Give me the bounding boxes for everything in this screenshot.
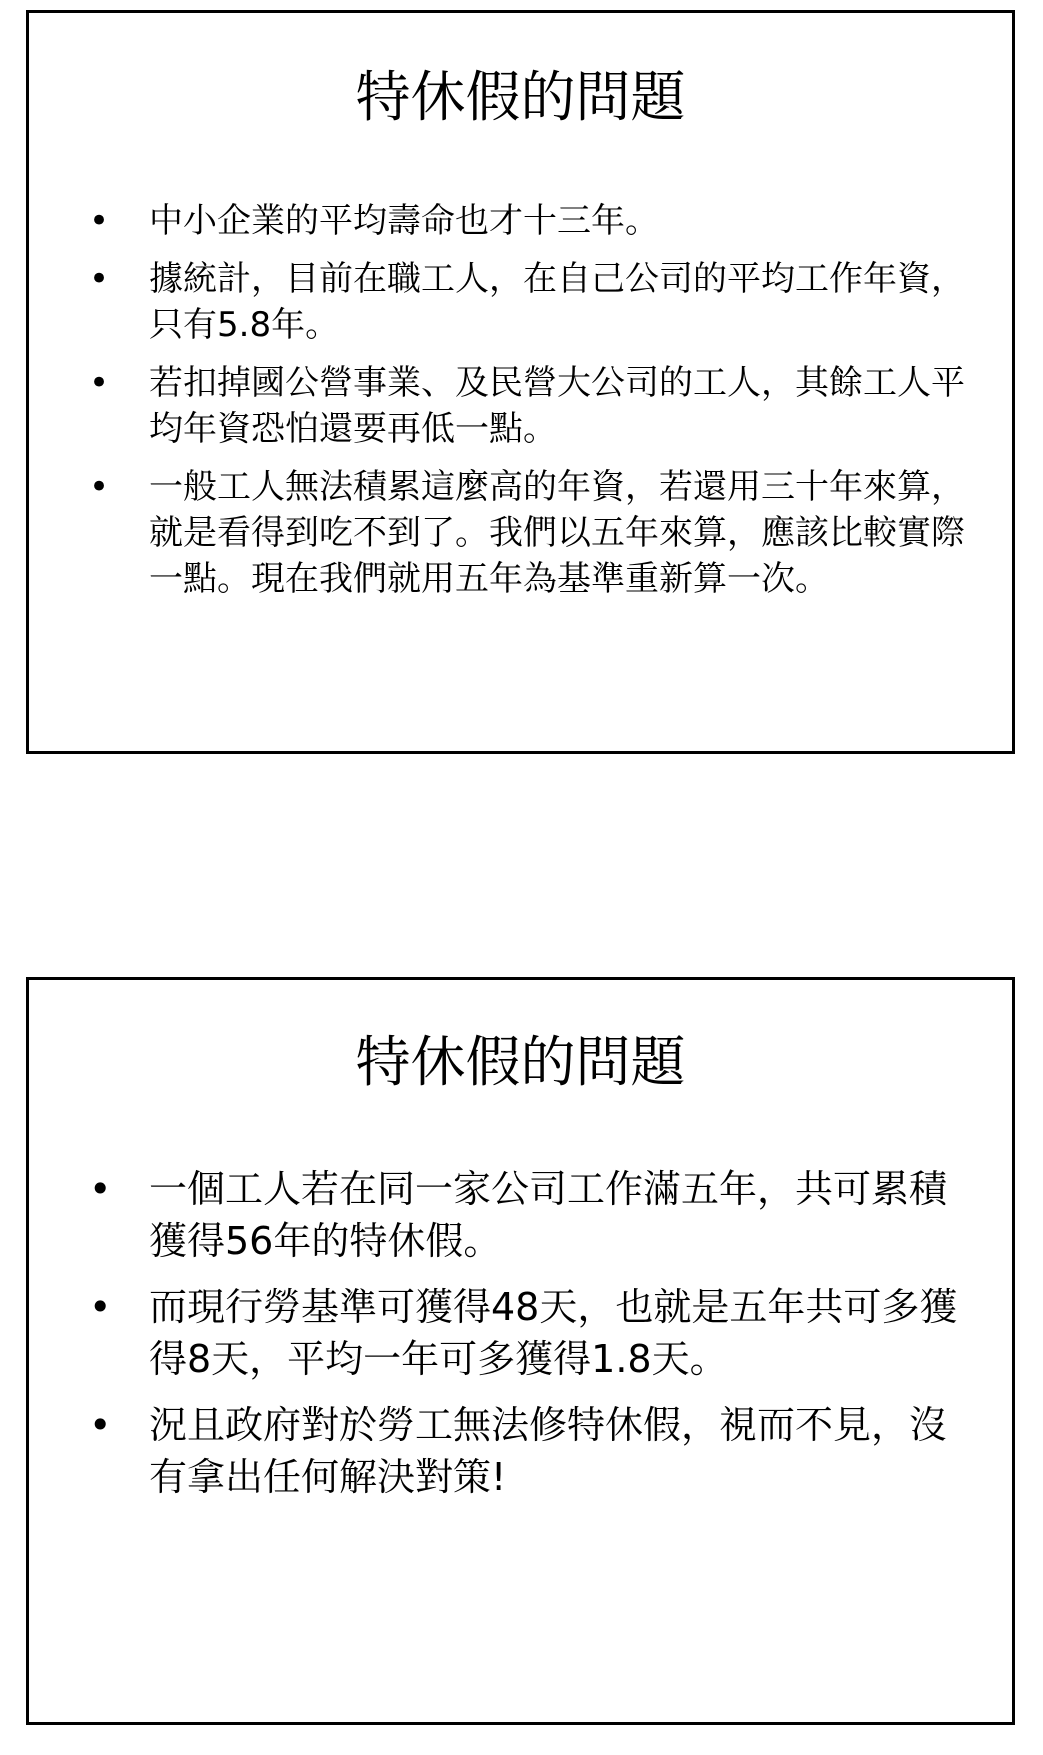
bullet-item: [89, 360, 969, 452]
bullet-item: [89, 464, 969, 602]
bullet-text: 而現行勞基準可獲得48天，也就是五年共可多獲得8天，平均一年可多獲得1.8天。: [149, 1285, 958, 1381]
slide-1: [26, 10, 1015, 754]
bullet-icon: •: [89, 201, 110, 241]
bullet-text: 況且政府對於勞工無法修特休假，視而不見，沒有拿出任何解決對策!: [149, 1403, 948, 1499]
bullet-icon: •: [89, 363, 110, 403]
bullet-icon: •: [89, 259, 110, 299]
bullet-icon: •: [89, 1167, 112, 1211]
bullet-item: [89, 1399, 969, 1503]
bullet-text: 一個工人若在同一家公司工作滿五年，共可累積獲得56年的特休假。: [149, 1167, 948, 1263]
bullet-list: [89, 198, 969, 614]
bullet-item: [89, 1281, 969, 1385]
bullet-text: 一般工人無法積累這麼高的年資，若還用三十年來算，就是看得到吃不到了。我們以五年來算，應該比較實際一點。現在我們就用五年為基準重新算一次。: [149, 467, 965, 599]
bullet-text: 若扣掉國公營事業、及民營大公司的工人，其餘工人平均年資恐怕還要再低一點。: [149, 363, 965, 449]
bullet-icon: •: [89, 1403, 112, 1447]
slide-2: [26, 977, 1015, 1725]
bullet-text: 中小企業的平均壽命也才十三年。: [149, 201, 659, 241]
bullet-list: [89, 1163, 969, 1517]
bullet-icon: •: [89, 467, 110, 507]
bullet-item: [89, 198, 969, 244]
bullet-text: 據統計，目前在職工人，在自己公司的平均工作年資，只有5.8年。: [149, 259, 965, 345]
slide-title: 特休假的問題: [355, 65, 686, 129]
bullet-icon: •: [89, 1285, 112, 1329]
slide-title: 特休假的問題: [355, 1030, 686, 1094]
bullet-item: [89, 1163, 969, 1267]
bullet-item: [89, 256, 969, 348]
